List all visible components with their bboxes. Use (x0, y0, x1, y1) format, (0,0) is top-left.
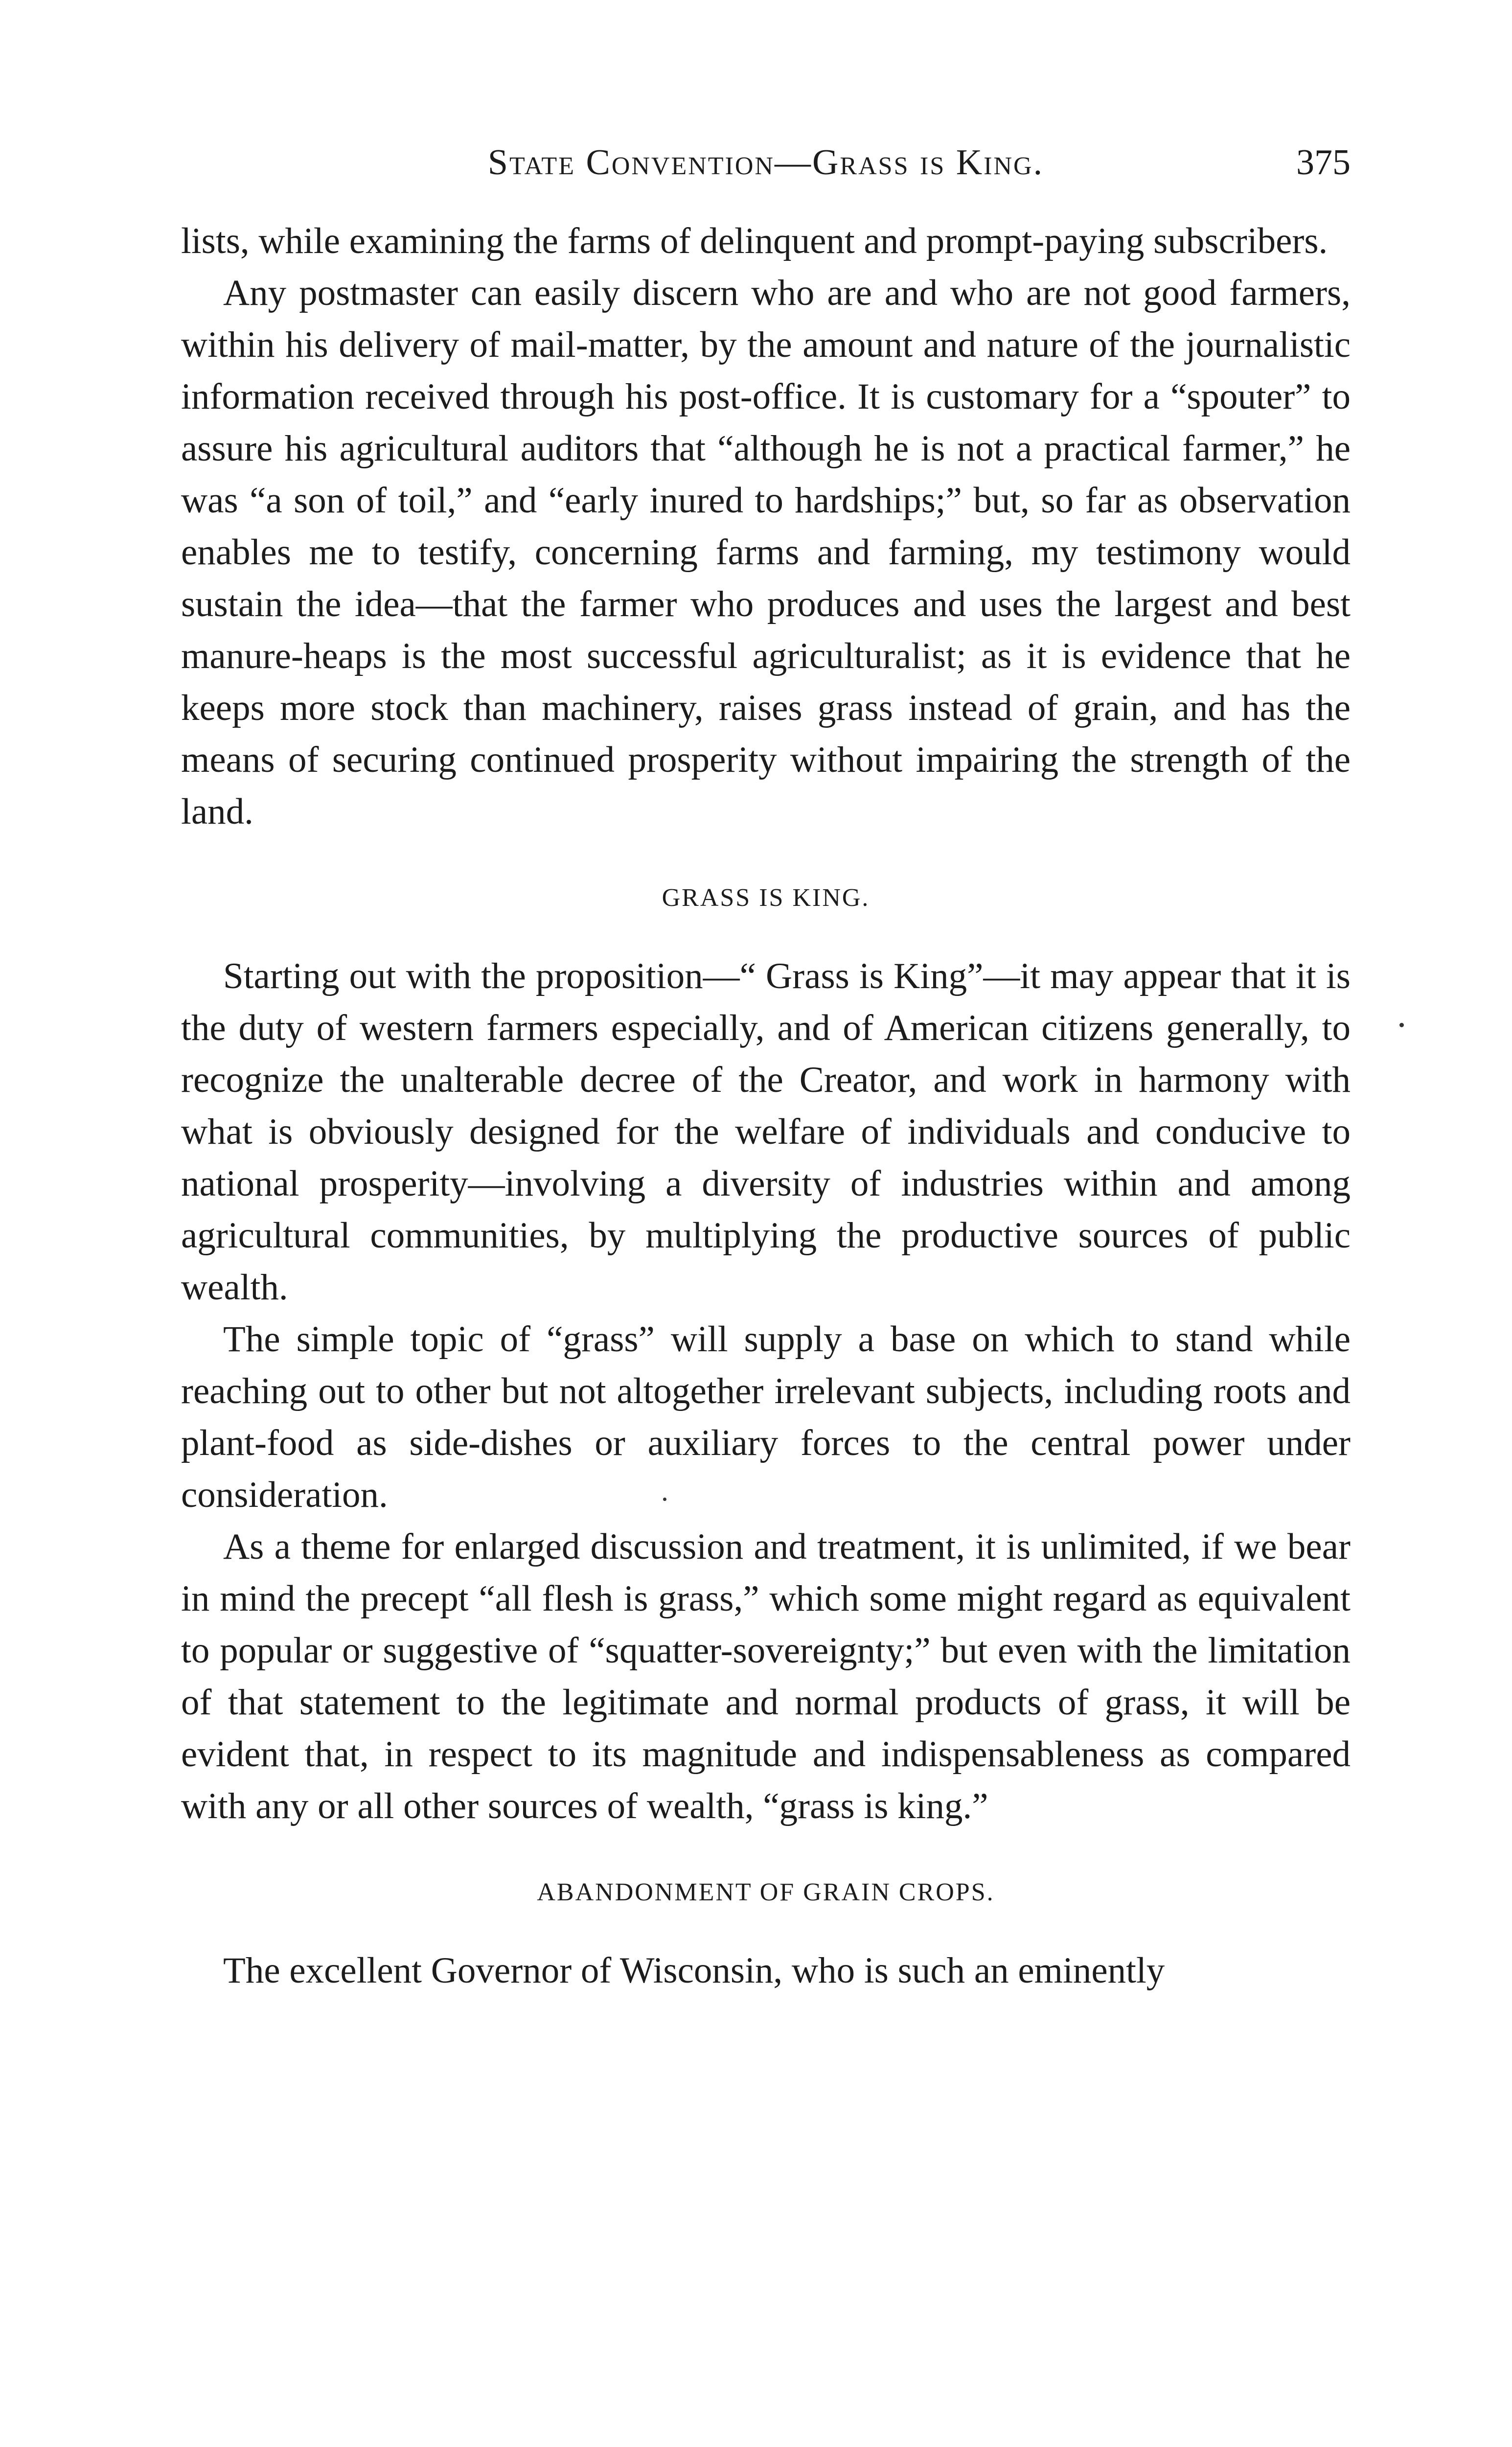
paragraph: As a theme for enlarged discussion and treatment, it is unlimited, if we bear in mind the precept “all flesh is grass,” which some might regard as equivalent to popular or suggestive of “squatter-sovereignty;” but even with the limitation of that statement to the legitimate and normal products of grass, it will be evident that, in respect to its magnitude and indispensableness as compared with any or all other sources of wealth, “grass is king.” (181, 1526, 1351, 1826)
paragraph: Starting out with the proposition—“ Grass is King”—it may appear that it is the duty of western farmers especially, and of American citizens generally, to recognize the unalterable decree of the Creator, and work in harmony with what is obviously designed for the welfare of individuals and conducive to national prosperity—involving a diversity of industries within and among agricultural communities, by multiplying the productive sources of public wealth. (181, 956, 1351, 1308)
print-speck (1399, 1023, 1404, 1027)
page-header (181, 142, 1351, 196)
page-number: 375 (1296, 142, 1351, 183)
section-heading: ABANDONMENT OF GRAIN CROPS. (537, 1878, 995, 1906)
paragraph: The simple topic of “grass” will supply a base on which to stand while reaching out to other but not altogether irrelevant subjects, including roots and plant-food as side-dishes or auxiliary forces to the central power under consideration. (181, 1319, 1351, 1515)
paragraph: lists, while examining the farms of delinquent and prompt-paying subscribers. (181, 221, 1328, 261)
running-head: State Convention—Grass is King. (487, 142, 1044, 183)
print-speck (663, 1498, 666, 1501)
body-text (181, 215, 1351, 1997)
paragraph: Any postmaster can easily discern who are and who are not good farmers, within his delivery of mail-matter, by the amount and nature of the journalistic information received through his post-office. It is customary for a “spouter” to assure his agricultural auditors that “although he is not a practical farmer,” he was “a son of toil,” and “early inured to hardships;” but, so far as observation enables me to testify, concerning farms and farming, my testimony would sustain the idea—that the farmer who produces and uses the largest and best manure-heaps is the most successful agriculturalist; as it is evidence that he keeps more stock than machinery, raises grass instead of grain, and has the means of securing continued prosperity without impairing the strength of the land. (181, 273, 1351, 832)
section-heading: GRASS IS KING. (662, 884, 870, 912)
paragraph: The excellent Governor of Wisconsin, who is such an eminently (223, 1950, 1165, 1991)
